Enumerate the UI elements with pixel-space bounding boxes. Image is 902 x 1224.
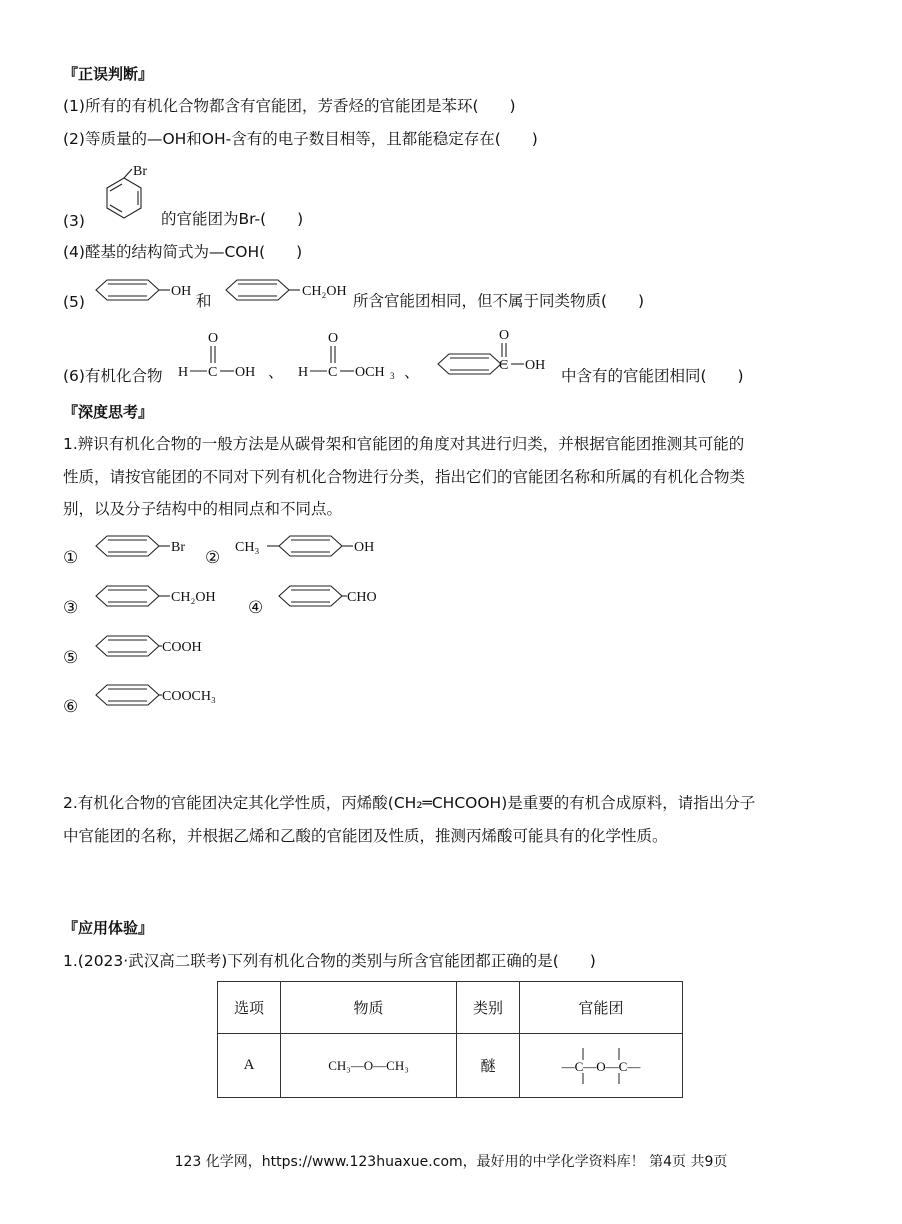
svg-text:OH: OH [354, 540, 375, 555]
bromobenzene-structure [88, 162, 148, 232]
separator: 、 [404, 363, 420, 381]
item-number: ③ [63, 598, 79, 618]
deep-q2-line1: 2.有机化合物的官能团决定其化学性质，丙烯酸(CH₂═CHCOOH)是重要的有机合成原料，请指出分子 [63, 794, 756, 812]
row-substance: CH₃—O—CH₃ [281, 1034, 457, 1098]
section-header-deep-thinking: 『深度思考』 [63, 403, 154, 421]
deep-q1-line1: 1.辨识有机化合物的一般方法是从碳骨架和官能团的角度对其进行归类，并根据官能团推测其可能的 [63, 435, 745, 453]
options-table [217, 981, 683, 1098]
compound-6-structure [92, 681, 252, 713]
item-number: ① [63, 548, 79, 568]
methyl-formate-structure [296, 326, 406, 386]
item-number: ⑤ [63, 648, 79, 668]
svg-text:C: C [499, 358, 509, 373]
compound-1-structure [92, 532, 192, 564]
compound-3-structure [92, 582, 232, 614]
svg-text:H: H [298, 365, 309, 380]
svg-text:CHO: CHO [347, 590, 377, 605]
svg-text:H: H [178, 365, 189, 380]
svg-text:O: O [499, 328, 510, 343]
compound-5-structure [92, 632, 232, 664]
benzoic-acid-structure [434, 322, 559, 384]
item-number: ④ [248, 598, 264, 618]
svg-text:C: C [328, 365, 338, 380]
svg-text:OH: OH [525, 358, 546, 373]
item-number: ⑥ [63, 697, 79, 717]
deep-q1-line3: 别，以及分子结构中的相同点和不同点。 [63, 500, 343, 518]
phenol-structure [92, 276, 192, 308]
table-row [218, 1034, 683, 1098]
separator: 、 [268, 363, 284, 381]
question-3-number: (3) [63, 212, 85, 230]
deep-q1-line2: 性质，请按官能团的不同对下列有机化合物进行分类，指出它们的官能团名称和所属的有机化合物类 [63, 468, 746, 486]
question-2: (2)等质量的—OH和OH-含有的电子数目相等，且都能稳定存在( ) [63, 130, 538, 148]
svg-text:O: O [208, 331, 219, 346]
svg-text:CH₃: CH₃ [235, 540, 260, 555]
formic-acid-structure [176, 326, 266, 386]
item-number: ② [205, 548, 221, 568]
header-functional-group: 官能团 [520, 982, 683, 1034]
svg-text:OCH: OCH [355, 365, 385, 380]
compound-2-structure [233, 532, 393, 564]
svg-text:OH: OH [235, 365, 256, 380]
header-option: 选项 [218, 982, 281, 1034]
svg-text:COOH: COOH [162, 640, 202, 655]
bromine-label: Br [133, 164, 147, 179]
svg-text:CH₂OH: CH₂OH [302, 284, 347, 299]
header-category: 类别 [457, 982, 520, 1034]
row-option: A [218, 1034, 281, 1098]
application-question-1: 1.(2023·武汉高二联考)下列有机化合物的类别与所含官能团都正确的是( ) [63, 952, 596, 970]
compound-4-structure [275, 582, 395, 614]
section-header-application: 『应用体验』 [63, 919, 154, 937]
row-category: 醚 [457, 1034, 520, 1098]
svg-text:OH: OH [171, 284, 192, 299]
svg-text:3: 3 [390, 371, 395, 381]
svg-text:Br: Br [171, 540, 185, 555]
deep-q2-line2: 中官能团的名称，并根据乙烯和乙酸的官能团及性质，推测丙烯酸可能具有的化学性质。 [63, 827, 668, 845]
svg-text:COOCH₃: COOCH₃ [162, 689, 216, 704]
row-functional-group [520, 1034, 683, 1098]
question-6-text: 中含有的官能团相同( ) [561, 367, 744, 385]
page-footer: 123 化学网，https://www.123huaxue.com，最好用的中学化学资料库！ 第4页 共9页 [174, 1154, 728, 1170]
svg-text:O: O [328, 331, 339, 346]
header-substance: 物质 [281, 982, 457, 1034]
svg-text:C: C [208, 365, 218, 380]
svg-text:—C—O—C—: —C—O—C— [561, 1058, 641, 1074]
and-word: 和 [196, 292, 212, 310]
section-header-true-false: 『正误判断』 [63, 65, 154, 83]
question-5-number: (5) [63, 293, 85, 311]
question-3-text: 的官能团为Br-( ) [161, 210, 304, 228]
question-1: (1)所有的有机化合物都含有官能团，芳香烃的官能团是苯环( ) [63, 97, 516, 115]
question-5-text: 所含官能团相同，但不属于同类物质( ) [353, 292, 645, 310]
question-4: (4)醛基的结构简式为—COH( ) [63, 243, 303, 261]
benzyl-alcohol-structure [222, 276, 352, 308]
svg-text:CH₂OH: CH₂OH [171, 590, 216, 605]
ether-group-structure [551, 1044, 651, 1088]
question-6-prefix: (6)有机化合物 [63, 367, 163, 385]
table-header-row [218, 982, 683, 1034]
